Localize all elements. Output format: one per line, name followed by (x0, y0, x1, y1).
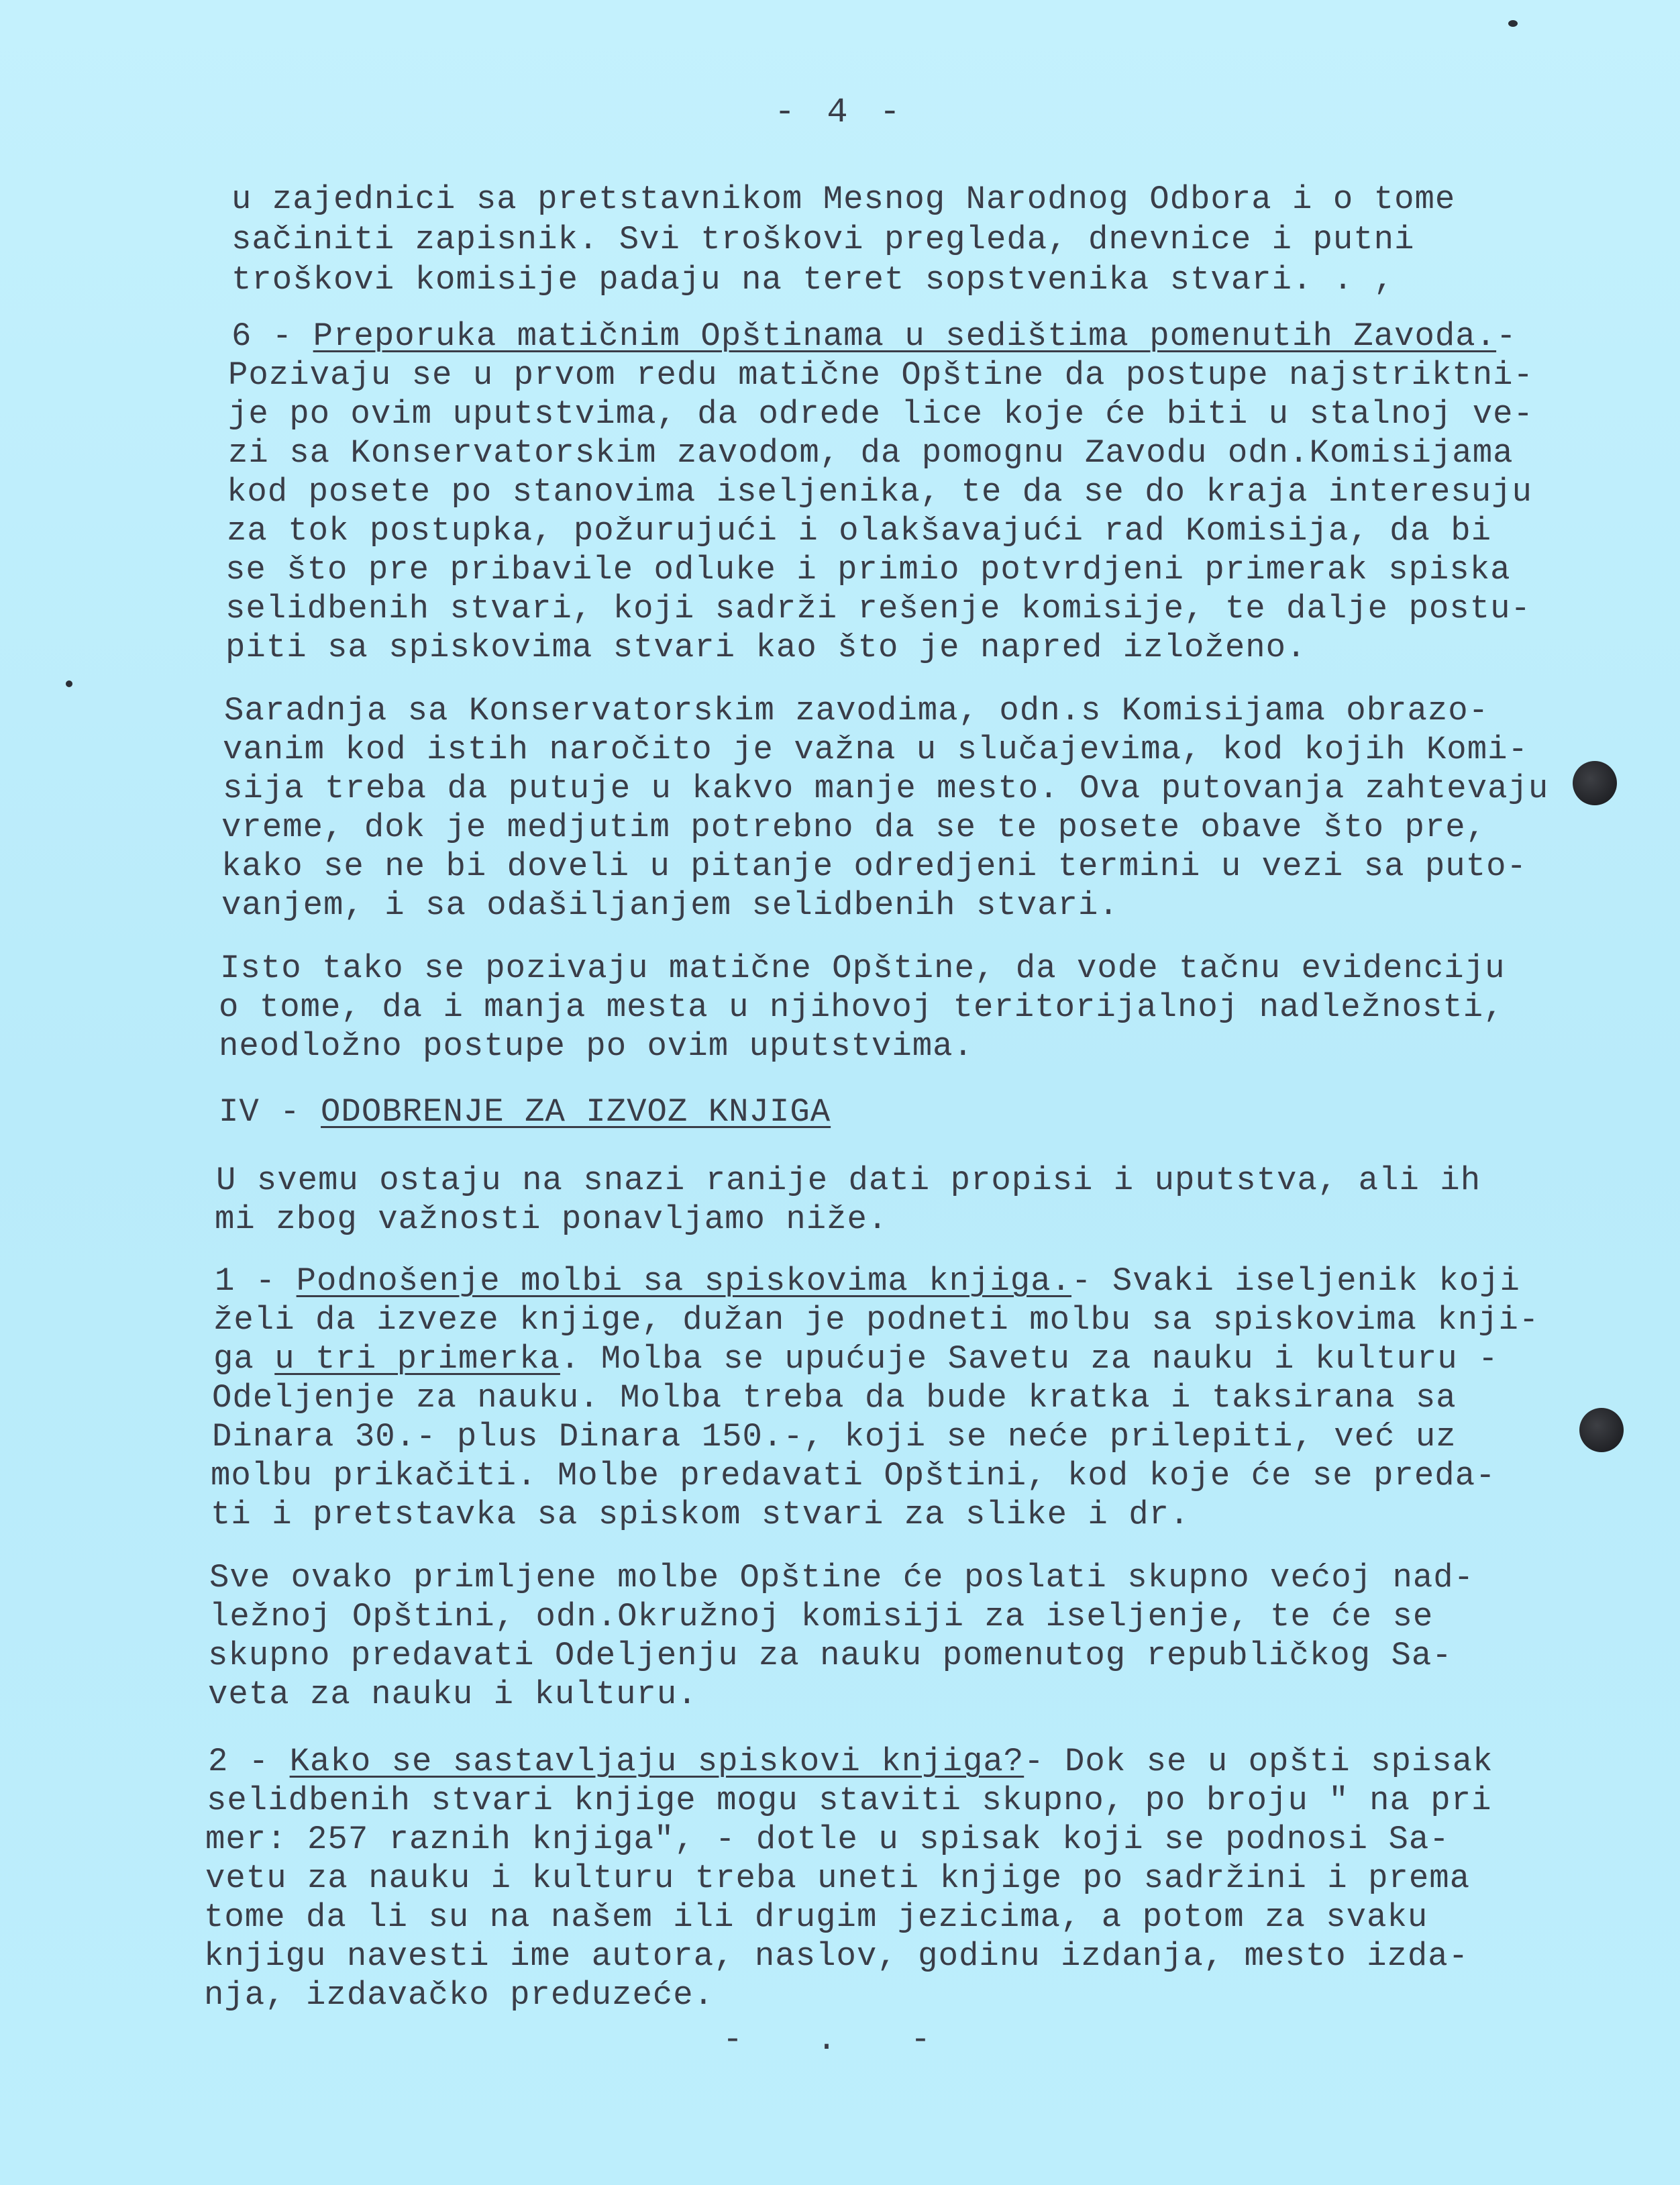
text-line: Pozivaju se u prvom redu matične Opštine da postupe najstriktni- (228, 356, 1534, 394)
heading-dash: - (1496, 317, 1517, 355)
text-line: U svemu ostaju na snazi ranije dati propisi i uputstva, ali ih (216, 1162, 1481, 1199)
text-line: Odeljenje za nauku. Molba treba da bude kratka i taksirana sa (212, 1379, 1457, 1417)
text-line: za tok postupka, požurujući i olakšavajući rad Komisija, da bi (227, 512, 1492, 550)
text-line: vanjem, i sa odašiljanjem selidbenih stvari. (221, 886, 1119, 924)
text-line: Isto tako se pozivaju matične Opštine, da vode tačnu evidenciju (220, 950, 1506, 987)
text-line: kod posete po stanovima iseljenika, te da se do kraja interesuju (227, 473, 1532, 511)
text-line: molbu prikačiti. Molbe predavati Opštini, kod koje će se preda- (211, 1457, 1496, 1494)
punch-hole (1579, 1408, 1624, 1452)
speck (1508, 20, 1518, 27)
text-line: sačiniti zapisnik. Svi troškovi pregleda, dnevnice i putni (231, 221, 1415, 258)
heading-title: Podnošenje molbi sa spiskovima knjiga. (296, 1262, 1072, 1300)
heading-tail: - Dok se u opšti spisak (1024, 1743, 1493, 1780)
page-number: - 4 - (774, 93, 906, 132)
text-line: vetu za nauku i kulturu treba uneti knjige po sadržini i prema (205, 1860, 1471, 1897)
section-heading-iv (219, 1092, 831, 1131)
text-line: vreme, dok je medjutim potrebno da se te posete obave što pre, (221, 809, 1487, 846)
text-line: je po ovim uputstvima, da odrede lice koje će biti u stalnoj ve- (228, 395, 1534, 433)
section-heading-2 (208, 1742, 1493, 1781)
text-fragment: ga (213, 1340, 275, 1378)
text-line: selidbenih stvari knjige mogu staviti skupno, po broju " na pri (207, 1782, 1492, 1819)
end-mark: - . - (722, 2021, 958, 2060)
text-line: se što pre pribavile odluke i primio potvrdjeni primerak spiska (225, 551, 1511, 589)
text-fragment: . Molba se upućuje Savetu za nauku i kulturu - (560, 1340, 1499, 1378)
text-line: zi sa Konservatorskim zavodom, da pomognu Zavodu odn.Komisijama (228, 434, 1514, 472)
text-line: kako se ne bi doveli u pitanje odredjeni termini u vezi sa puto- (221, 848, 1527, 885)
text-line: mi zbog važnosti ponavljamo niže. (215, 1201, 888, 1238)
text-line: Saradnja sa Konservatorskim zavodima, odn.s Komisijama obrazo- (224, 692, 1489, 729)
text-line: u zajednici sa pretstavnikom Mesnog Narodnog Odbora i o tome (231, 181, 1456, 218)
text-line (213, 1339, 1499, 1378)
section-heading-6 (231, 317, 1517, 356)
text-line: piti sa spiskovima stvari kao što je napred izloženo. (225, 629, 1307, 666)
speck (66, 680, 72, 687)
text-line: nja, izdavačko preduzeće. (204, 1976, 715, 2014)
text-line: selidbenih stvari, koji sadrži rešenje komisije, te dalje postu- (225, 590, 1531, 627)
section-heading-1 (215, 1262, 1520, 1301)
text-line: troškovi komisije padaju na teret sopstvenika stvari. . , (231, 261, 1395, 299)
heading-number: 2 - (208, 1743, 290, 1780)
text-line: vanim kod istih naročito je važna u slučajevima, kod kojih Komi- (223, 731, 1528, 768)
text-line: ti i pretstavka sa spiskom stvari za slike i dr. (211, 1496, 1190, 1533)
text-line: Dinara 30.- plus Dinara 150.-, koji se neće prilepiti, već uz (212, 1418, 1457, 1456)
text-line: veta za nauku i kulturu. (208, 1676, 698, 1713)
heading-number: 1 - (215, 1262, 297, 1300)
text-line: mer: 257 raznih knjiga", - dotle u spisak koji se podnosi Sa- (205, 1821, 1450, 1858)
text-line: želi da izveze knjige, dužan je podneti molbu sa spiskovima knji- (213, 1301, 1540, 1339)
section-title: ODOBRENJE ZA IZVOZ KNJIGA (321, 1093, 831, 1131)
text-line: ležnoj Opštini, odn.Okružnoj komisiji za iseljenje, te će se (209, 1598, 1434, 1635)
text-line: o tome, da i manja mesta u njihovoj teritorijalnoj nadležnosti, (219, 988, 1504, 1026)
text-line: neodložno postupe po ovim uputstvima. (219, 1027, 974, 1065)
punch-hole (1573, 761, 1617, 805)
heading-number: 6 - (231, 317, 313, 355)
underlined-phrase: u tri primerka (274, 1340, 560, 1378)
text-line: sija treba da putuje u kakvo manje mesto. Ova putovanja zahtevaju (223, 770, 1549, 807)
heading-title: Preporuka matičnim Opštinama u sedištima pomenutih Zavoda. (313, 317, 1497, 355)
heading-tail: - Svaki iseljenik koji (1071, 1262, 1520, 1300)
text-line: Sve ovako primljene molbe Opštine će poslati skupno većoj nad- (209, 1559, 1475, 1596)
heading-title: Kako se sastavljaju spiskovi knjiga? (289, 1743, 1025, 1780)
section-number: IV - (219, 1093, 321, 1131)
text-line: skupno predavati Odeljenju za nauku pomenutog republičkog Sa- (208, 1637, 1453, 1674)
text-line: knjigu navesti ime autora, naslov, godinu izdanja, mesto izda- (204, 1937, 1469, 1975)
text-line: tome da li su na našem ili drugim jezicima, a potom za svaku (204, 1898, 1428, 1936)
